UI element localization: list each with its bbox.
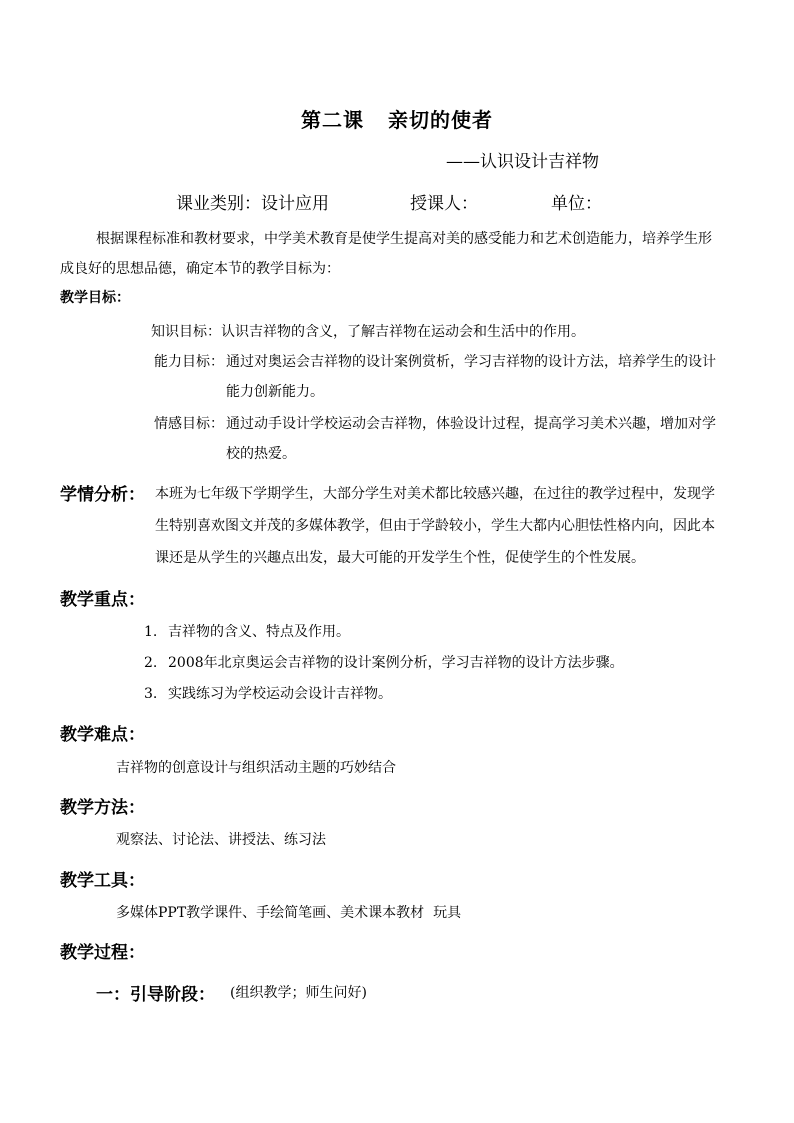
lesson-number: 第二课 [301, 108, 364, 132]
difficulty-heading: 教学难点： [60, 725, 145, 745]
key-point-number: 3. [144, 686, 158, 702]
ability-goal-line-1: 通过对奥运会吉祥物的设计案例赏析，学习吉祥物的设计方法，培养学生的设计 [226, 354, 716, 370]
ability-goal-label: 能力目标： [154, 354, 224, 370]
unit-label: 单位： [551, 194, 602, 214]
tools-text: 多媒体PPT教学课件、手绘简笔画、美术课本教材 玩具 [116, 905, 462, 921]
emotion-goal-label: 情感目标： [154, 416, 224, 432]
key-point-text: 实践练习为学校运动会设计吉祥物。 [168, 686, 392, 702]
analysis-line-2: 生特别喜欢图文并茂的多媒体教学，但由于学龄较小，学生大都内心胆怯性格内向，因此本 [155, 518, 715, 534]
knowledge-goal-label: 知识目标： [151, 324, 221, 340]
intro-line-2: 成良好的思想品德，确定本节的教学目标为： [60, 261, 340, 277]
emotion-goal-line-1: 通过动手设计学校运动会吉祥物，体验设计过程，提高学习美术兴趣，增加对学 [226, 416, 716, 432]
tools-heading: 教学工具： [60, 871, 145, 891]
key-point-text: 2008年北京奥运会吉祥物的设计案例分析，学习吉祥物的设计方法步骤。 [168, 655, 624, 671]
ability-goal-line-2: 能力创新能力。 [226, 384, 324, 400]
key-point-text: 吉祥物的含义、特点及作用。 [168, 624, 350, 640]
difficulty-text: 吉祥物的创意设计与组织活动主题的巧妙结合 [116, 760, 396, 776]
methods-heading: 教学方法： [60, 798, 145, 818]
analysis-line-3: 课还是从学生的兴趣点出发，最大可能的开发学生个性，促使学生的个性发展。 [155, 550, 645, 566]
process-step-1-note: (组织教学；师生问好) [230, 985, 367, 1001]
analysis-heading: 学情分析： [60, 485, 145, 505]
teacher-label: 授课人： [410, 194, 478, 214]
course-category: 课业类别：设计应用 [176, 194, 329, 214]
key-point-number: 1. [144, 624, 158, 640]
analysis-line-1: 本班为七年级下学期学生，大部分学生对美术都比较感兴趣，在过往的教学过程中，发现学 [155, 486, 715, 502]
process-heading: 教学过程： [60, 943, 145, 963]
page-title [0, 104, 794, 133]
knowledge-goal-line-1: 认识吉祥物的含义，了解吉祥物在运动会和生活中的作用。 [221, 324, 585, 340]
emotion-goal-line-2: 校的热爱。 [226, 446, 296, 462]
key-point-number: 2. [144, 655, 158, 671]
lesson-name: 亲切的使者 [388, 108, 493, 132]
page-subtitle: ——认识设计吉祥物 [446, 152, 599, 172]
process-step-1-label: 一：引导阶段： [96, 985, 215, 1005]
goals-heading: 教学目标： [60, 290, 130, 306]
methods-text: 观察法、讨论法、讲授法、练习法 [116, 832, 326, 848]
intro-line-1: 根据课程标准和教材要求，中学美术教育是使学生提高对美的感受能力和艺术创造能力，培养学生形 [96, 231, 712, 247]
key-points-heading: 教学重点： [60, 590, 145, 610]
